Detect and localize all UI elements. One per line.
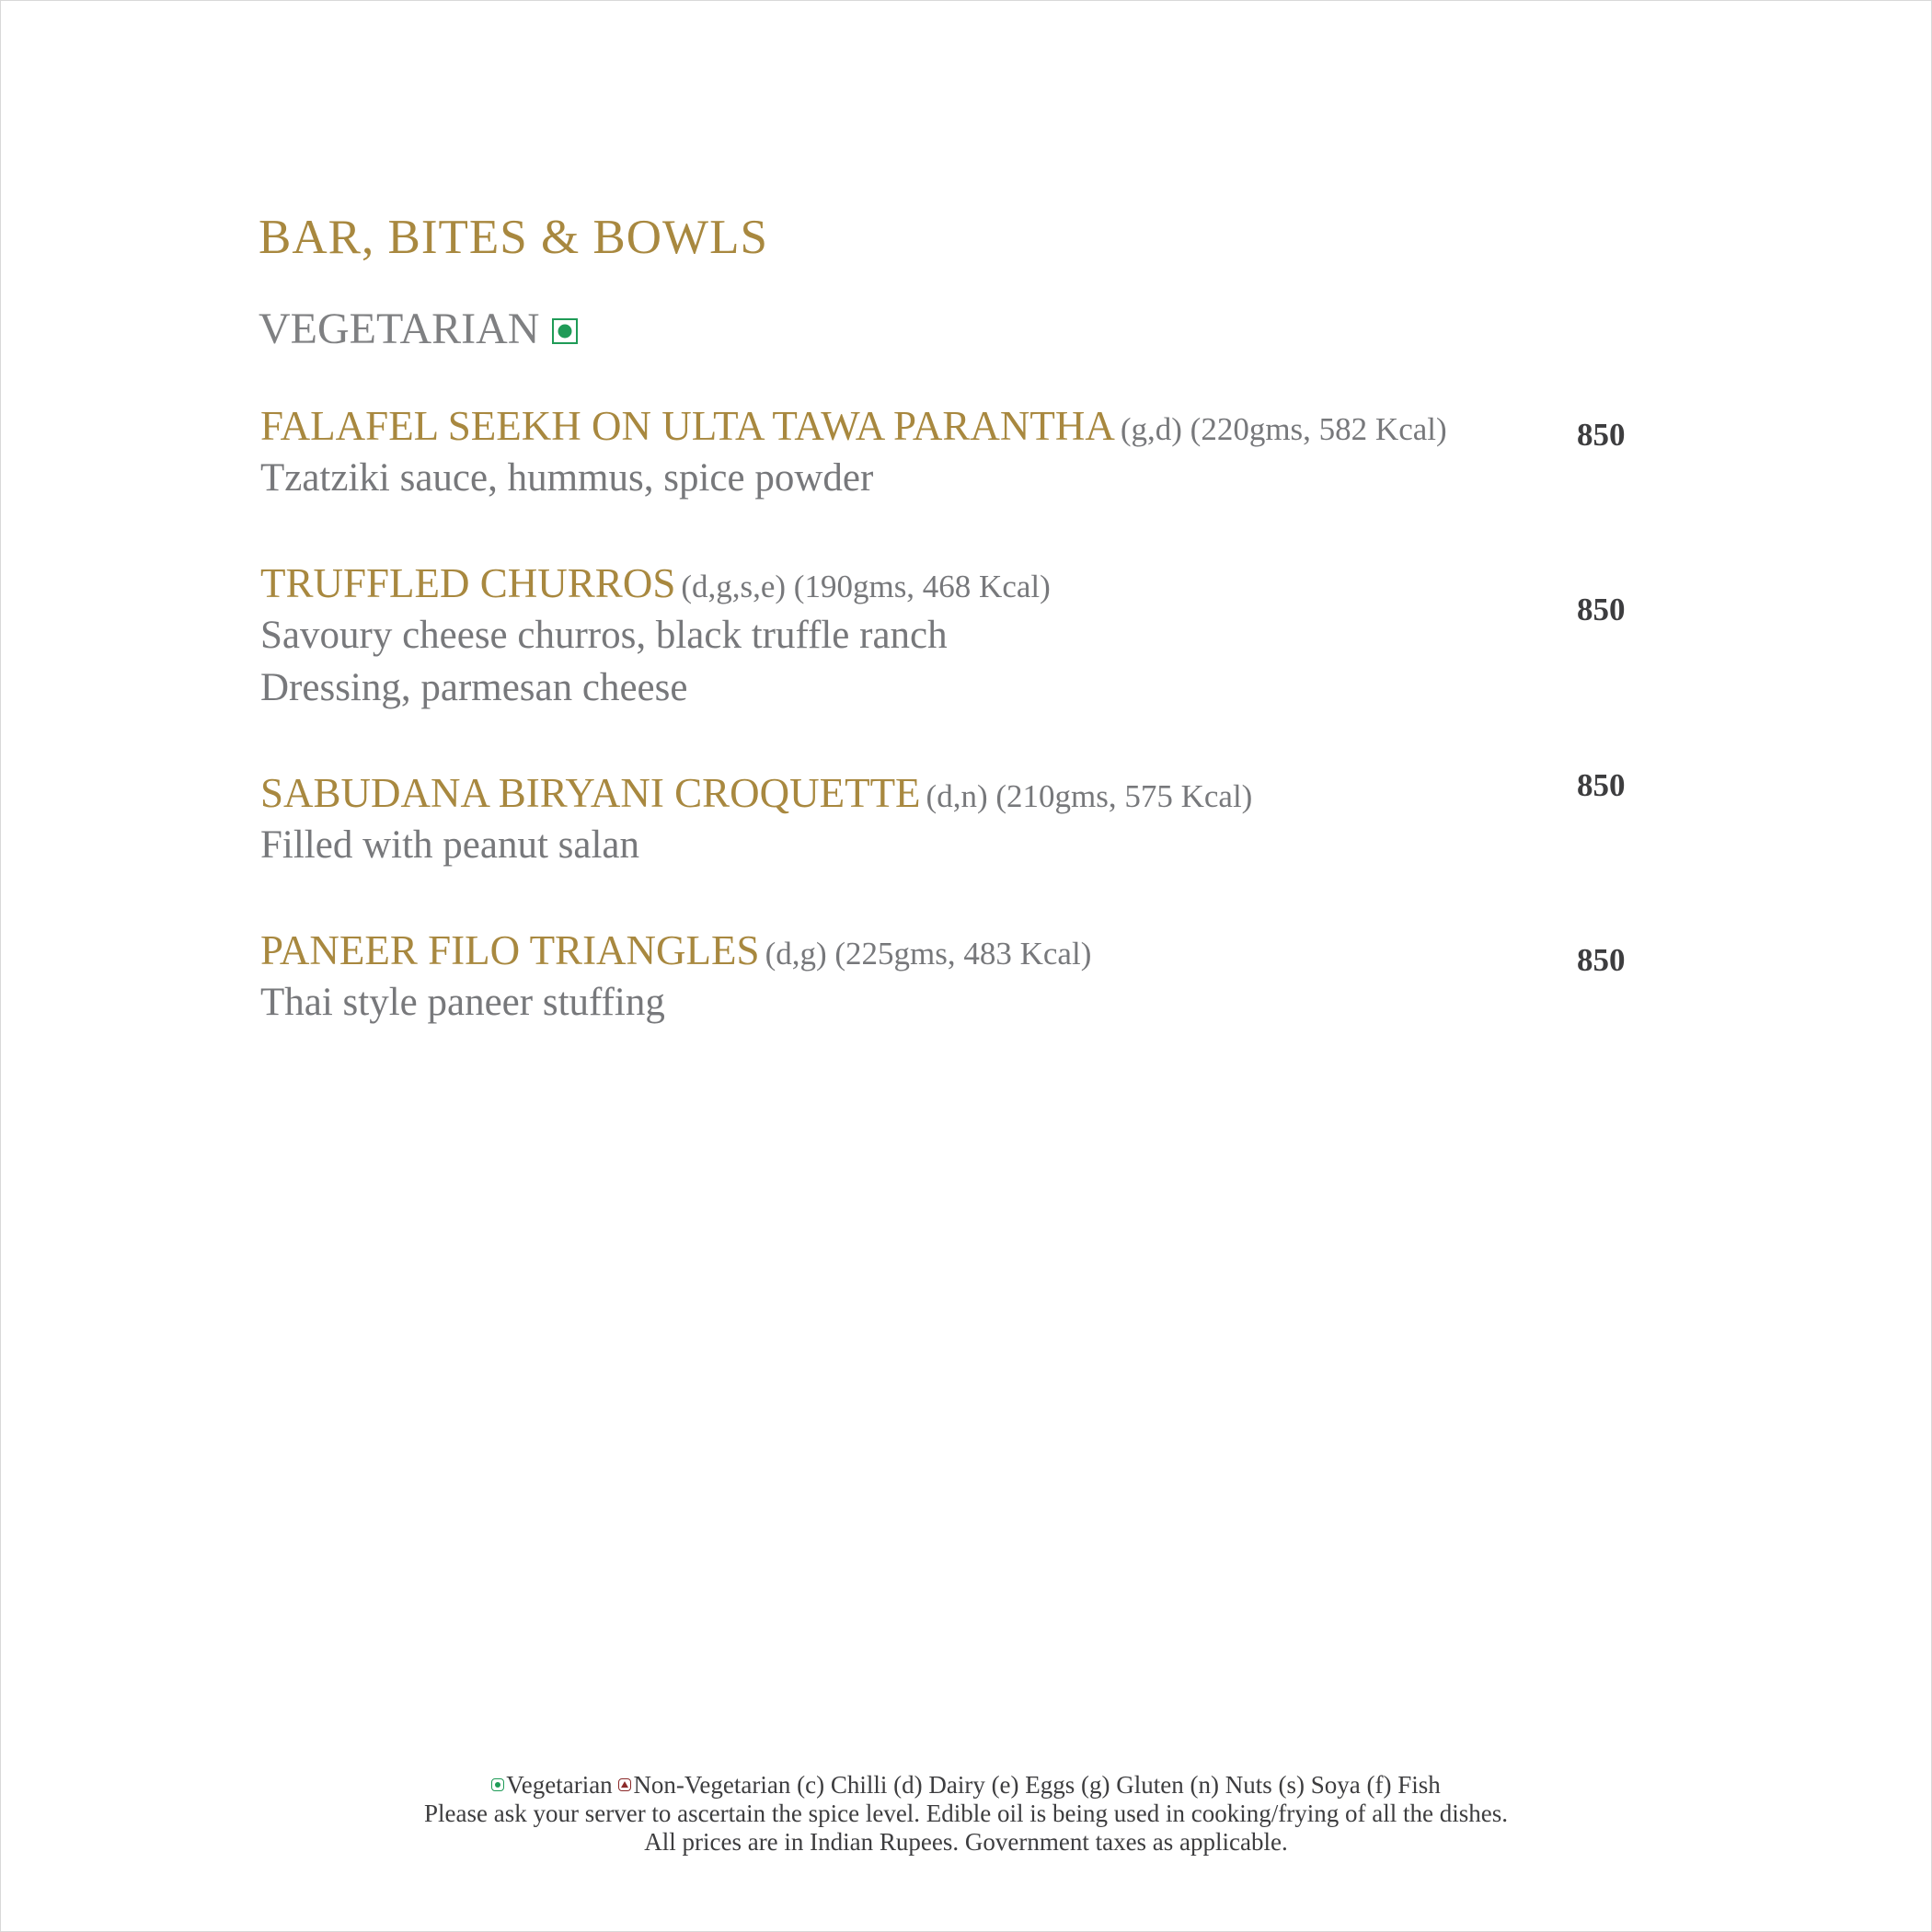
menu-item: [260, 767, 1252, 871]
item-name: SABUDANA BIRYANI CROQUETTE: [260, 770, 921, 816]
footer-notes: [0, 1769, 1932, 1857]
item-name: PANEER FILO TRIANGLES: [260, 927, 760, 973]
item-price: 850: [1577, 942, 1626, 978]
item-price: 850: [1577, 417, 1626, 453]
footer-spice-note: Please ask your server to ascertain the spice level. Edible oil is being used in cooking/frying of all the dishes.: [424, 1799, 1508, 1827]
item-allergens-weight: (d,n) (210gms, 575 Kcal): [926, 778, 1253, 814]
legend-nonveg-label: Non-Vegetarian: [633, 1770, 791, 1799]
item-price: 850: [1577, 767, 1626, 803]
item-heading: [260, 767, 1252, 819]
menu-item: [260, 925, 1091, 1029]
legend-veg-label: Vegetarian: [506, 1770, 613, 1799]
item-description: Thai style paneer stuffing: [260, 981, 665, 1024]
menu-item: [260, 558, 1051, 714]
veg-square-dot-icon: [552, 318, 578, 344]
item-name: TRUFFLED CHURROS: [260, 560, 676, 606]
item-description: Savoury cheese churros, black truffle ranch: [260, 614, 948, 657]
item-heading: [260, 558, 1051, 609]
item-allergens-weight: (d,g,s,e) (190gms, 468 Kcal): [681, 569, 1051, 604]
footer-legend: [0, 1769, 1932, 1800]
nonveg-legend-icon: [618, 1778, 631, 1791]
item-allergens-weight: (g,d) (220gms, 582 Kcal): [1120, 411, 1447, 447]
menu-item: [260, 400, 1447, 504]
subheading-label: VEGETARIAN: [259, 305, 540, 353]
legend-allergens: (c) Chilli (d) Dairy (e) Eggs (g) Gluten (n) Nuts (s) Soya (f) Fish: [797, 1770, 1441, 1799]
item-allergens-weight: (d,g) (225gms, 483 Kcal): [765, 936, 1092, 972]
item-heading: [260, 400, 1447, 452]
item-description: Tzatziki sauce, hummus, spice powder: [260, 456, 874, 500]
item-heading: [260, 925, 1091, 976]
item-price: 850: [1577, 592, 1626, 627]
footer-price-note: All prices are in Indian Rupees. Government taxes as applicable.: [644, 1827, 1288, 1856]
vegetarian-subheading: [259, 304, 578, 354]
veg-legend-icon: [491, 1778, 504, 1791]
item-description: Dressing, parmesan cheese: [260, 666, 688, 709]
item-name: FALAFEL SEEKH ON ULTA TAWA PARANTHA: [260, 403, 1115, 449]
page-title: BAR, BITES & BOWLS: [259, 211, 768, 264]
item-description: Filled with peanut salan: [260, 823, 640, 867]
